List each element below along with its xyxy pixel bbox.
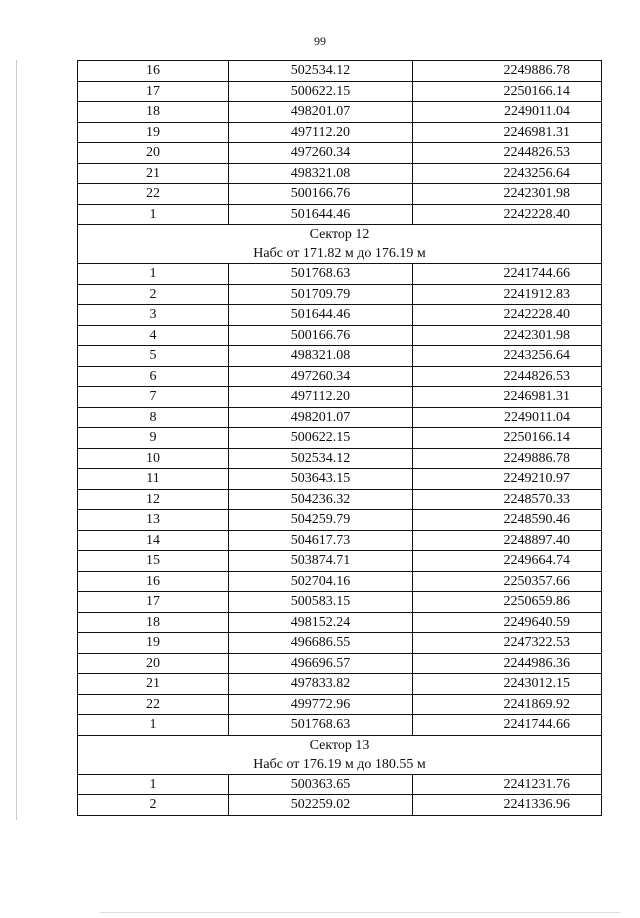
point-number-cell: 6: [78, 366, 229, 387]
point-number-cell: 18: [78, 612, 229, 633]
point-number-cell: 21: [78, 163, 229, 184]
y-coordinate-cell: 2243256.64: [413, 346, 602, 367]
table-row: [78, 305, 602, 326]
point-number-cell: 8: [78, 407, 229, 428]
table-row: [78, 102, 602, 123]
table-row: [78, 551, 602, 572]
y-coordinate-cell: 2241231.76: [413, 774, 602, 795]
y-coordinate-cell: 2241869.92: [413, 694, 602, 715]
x-coordinate-cell: 502534.12: [229, 448, 413, 469]
point-number-cell: 1: [78, 715, 229, 736]
point-number-cell: 16: [78, 571, 229, 592]
table-row: [78, 448, 602, 469]
y-coordinate-cell: 2241336.96: [413, 795, 602, 816]
x-coordinate-cell: 502704.16: [229, 571, 413, 592]
y-coordinate-cell: 2244986.36: [413, 653, 602, 674]
x-coordinate-cell: 500363.65: [229, 774, 413, 795]
table-row: [78, 325, 602, 346]
point-number-cell: 2: [78, 795, 229, 816]
table-row: [78, 143, 602, 164]
x-coordinate-cell: 500166.76: [229, 184, 413, 205]
point-number-cell: 20: [78, 653, 229, 674]
sector-elevation-range: Набс от 176.19 м до 180.55 м: [253, 756, 426, 772]
y-coordinate-cell: 2247322.53: [413, 633, 602, 654]
table-row: [78, 163, 602, 184]
sector-header-row: [78, 225, 602, 264]
x-coordinate-cell: 501644.46: [229, 204, 413, 225]
point-number-cell: 14: [78, 530, 229, 551]
y-coordinate-cell: 2249640.59: [413, 612, 602, 633]
y-coordinate-cell: 2249664.74: [413, 551, 602, 572]
point-number-cell: 19: [78, 122, 229, 143]
x-coordinate-cell: 501768.63: [229, 264, 413, 285]
table-row: [78, 715, 602, 736]
table-row: [78, 633, 602, 654]
point-number-cell: 19: [78, 633, 229, 654]
table-row: [78, 592, 602, 613]
point-number-cell: 7: [78, 387, 229, 408]
table-row: [78, 774, 602, 795]
table-row: [78, 407, 602, 428]
x-coordinate-cell: 496686.55: [229, 633, 413, 654]
x-coordinate-cell: 496696.57: [229, 653, 413, 674]
x-coordinate-cell: 504236.32: [229, 489, 413, 510]
y-coordinate-cell: 2248897.40: [413, 530, 602, 551]
sector-header-row: [78, 735, 602, 774]
table-row: [78, 122, 602, 143]
y-coordinate-cell: 2241744.66: [413, 715, 602, 736]
point-number-cell: 10: [78, 448, 229, 469]
table-row: [78, 694, 602, 715]
y-coordinate-cell: 2242228.40: [413, 305, 602, 326]
table-row: [78, 674, 602, 695]
x-coordinate-cell: 499772.96: [229, 694, 413, 715]
y-coordinate-cell: 2249210.97: [413, 469, 602, 490]
y-coordinate-cell: 2250659.86: [413, 592, 602, 613]
y-coordinate-cell: 2241744.66: [413, 264, 602, 285]
table-row: [78, 264, 602, 285]
point-number-cell: 15: [78, 551, 229, 572]
point-number-cell: 9: [78, 428, 229, 449]
coordinates-table-body: [78, 61, 602, 816]
y-coordinate-cell: 2249011.04: [413, 102, 602, 123]
y-coordinate-cell: 2242301.98: [413, 184, 602, 205]
y-coordinate-cell: 2248570.33: [413, 489, 602, 510]
page-number: 99: [314, 34, 326, 48]
x-coordinate-cell: 501768.63: [229, 715, 413, 736]
y-coordinate-cell: 2242301.98: [413, 325, 602, 346]
x-coordinate-cell: 498152.24: [229, 612, 413, 633]
table-row: [78, 204, 602, 225]
sector-elevation-range: Набс от 171.82 м до 176.19 м: [253, 246, 426, 261]
point-number-cell: 3: [78, 305, 229, 326]
x-coordinate-cell: 504259.79: [229, 510, 413, 531]
point-number-cell: 17: [78, 81, 229, 102]
point-number-cell: 20: [78, 143, 229, 164]
y-coordinate-cell: 2241912.83: [413, 284, 602, 305]
y-coordinate-cell: 2250166.14: [413, 428, 602, 449]
point-number-cell: 2: [78, 284, 229, 305]
table-row: [78, 510, 602, 531]
point-number-cell: 1: [78, 264, 229, 285]
point-number-cell: 22: [78, 184, 229, 205]
x-coordinate-cell: 501709.79: [229, 284, 413, 305]
table-row: [78, 571, 602, 592]
scan-edge-bottom: [100, 912, 620, 913]
x-coordinate-cell: 500166.76: [229, 325, 413, 346]
y-coordinate-cell: 2249886.78: [413, 448, 602, 469]
point-number-cell: 1: [78, 204, 229, 225]
table-row: [78, 653, 602, 674]
x-coordinate-cell: 501644.46: [229, 305, 413, 326]
y-coordinate-cell: 2242228.40: [413, 204, 602, 225]
y-coordinate-cell: 2248590.46: [413, 510, 602, 531]
point-number-cell: 4: [78, 325, 229, 346]
x-coordinate-cell: 503874.71: [229, 551, 413, 572]
point-number-cell: 21: [78, 674, 229, 695]
x-coordinate-cell: 498321.08: [229, 346, 413, 367]
x-coordinate-cell: 497833.82: [229, 674, 413, 695]
x-coordinate-cell: 502259.02: [229, 795, 413, 816]
table-row: [78, 612, 602, 633]
x-coordinate-cell: 498321.08: [229, 163, 413, 184]
table-row: [78, 530, 602, 551]
table-row: [78, 184, 602, 205]
table-row: [78, 346, 602, 367]
sector-title: Сектор 13: [309, 737, 370, 753]
table-row: [78, 81, 602, 102]
x-coordinate-cell: 498201.07: [229, 102, 413, 123]
y-coordinate-cell: 2244826.53: [413, 143, 602, 164]
y-coordinate-cell: 2243012.15: [413, 674, 602, 695]
x-coordinate-cell: 498201.07: [229, 407, 413, 428]
x-coordinate-cell: 500622.15: [229, 81, 413, 102]
point-number-cell: 13: [78, 510, 229, 531]
point-number-cell: 1: [78, 774, 229, 795]
point-number-cell: 18: [78, 102, 229, 123]
x-coordinate-cell: 503643.15: [229, 469, 413, 490]
x-coordinate-cell: 497112.20: [229, 387, 413, 408]
table-row: [78, 61, 602, 82]
x-coordinate-cell: 504617.73: [229, 530, 413, 551]
x-coordinate-cell: 497260.34: [229, 366, 413, 387]
y-coordinate-cell: 2249011.04: [413, 407, 602, 428]
x-coordinate-cell: 500622.15: [229, 428, 413, 449]
x-coordinate-cell: 502534.12: [229, 61, 413, 82]
point-number-cell: 22: [78, 694, 229, 715]
y-coordinate-cell: 2243256.64: [413, 163, 602, 184]
coordinates-table: [77, 60, 602, 816]
x-coordinate-cell: 500583.15: [229, 592, 413, 613]
y-coordinate-cell: 2250357.66: [413, 571, 602, 592]
point-number-cell: 12: [78, 489, 229, 510]
table-row: [78, 428, 602, 449]
y-coordinate-cell: 2246981.31: [413, 122, 602, 143]
sector-title: Сектор 12: [309, 227, 370, 242]
point-number-cell: 11: [78, 469, 229, 490]
y-coordinate-cell: 2244826.53: [413, 366, 602, 387]
sector-header: [78, 225, 602, 264]
x-coordinate-cell: 497260.34: [229, 143, 413, 164]
table-row: [78, 489, 602, 510]
x-coordinate-cell: 497112.20: [229, 122, 413, 143]
scan-edge-left: [16, 60, 17, 820]
y-coordinate-cell: 2250166.14: [413, 81, 602, 102]
table-row: [78, 469, 602, 490]
point-number-cell: 5: [78, 346, 229, 367]
table-row: [78, 284, 602, 305]
table-row: [78, 366, 602, 387]
table-row: [78, 795, 602, 816]
table-row: [78, 387, 602, 408]
point-number-cell: 17: [78, 592, 229, 613]
y-coordinate-cell: 2246981.31: [413, 387, 602, 408]
y-coordinate-cell: 2249886.78: [413, 61, 602, 82]
point-number-cell: 16: [78, 61, 229, 82]
sector-header: [78, 735, 602, 774]
